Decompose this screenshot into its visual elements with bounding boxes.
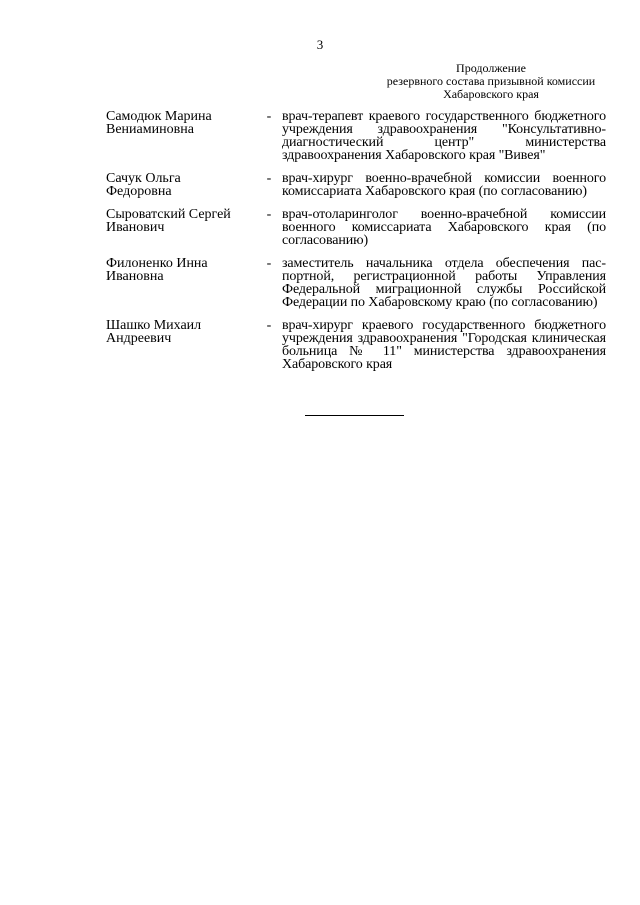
member-separator: - [266, 256, 272, 271]
member-separator: - [266, 109, 272, 124]
member-patronymic: Федоровна [106, 184, 172, 199]
member-surname-first-name: Шашко Михаил [106, 318, 202, 333]
member-role: заместитель начальника отдела обеспечения паспортной, регистрационной работы Управления Федеральной миграционной службы Российской Федерации по Хабаровскому краю (по согласованию) [282, 256, 606, 310]
continuation-subject: резервного состава призывной комиссии [386, 74, 596, 88]
member-list [106, 110, 606, 381]
member-separator: - [266, 318, 272, 333]
member-surname-first-name: Самодюк Марина [106, 109, 212, 124]
member-entry [106, 208, 606, 247]
member-patronymic: Ивановна [106, 269, 164, 284]
closing-rule [305, 415, 404, 416]
member-role: врач-отоларинголог военно-врачебной комиссии военного комиссариата Хабаровского края (по согласованию) [282, 207, 606, 248]
member-name [106, 172, 256, 198]
continuation-label: Продолжение [456, 61, 526, 75]
member-name [106, 110, 256, 136]
member-separator: - [266, 207, 272, 222]
member-entry [106, 257, 606, 309]
member-patronymic: Иванович [106, 220, 165, 235]
member-entry [106, 319, 606, 371]
member-role: врач-хирург военно-врачебной комиссии военного комиссариата Хабаровского края (по согласованию) [282, 171, 606, 199]
member-surname-first-name: Филоненко Инна [106, 256, 208, 271]
continuation-header [360, 62, 622, 101]
member-entry [106, 110, 606, 162]
member-separator: - [266, 171, 272, 186]
member-patronymic: Андреевич [106, 331, 172, 346]
member-entry [106, 172, 606, 198]
continuation-region: Хабаровского края [443, 87, 539, 101]
member-patronymic: Вениаминовна [106, 122, 194, 137]
member-name [106, 319, 256, 345]
member-surname-first-name: Сачук Ольга [106, 171, 181, 186]
member-surname-first-name: Сыроватский Сергей [106, 207, 231, 222]
member-role: врач-терапевт краевого государственного бюджетного учреждения здравоохранения "Консультативно-диагностический центр" министерства здравоохранения Хабаровского края "Вивея" [282, 109, 606, 163]
member-role: врач-хирург краевого государственного бюджетного учреждения здравоохранения "Городская клиническая больница № 11" министерства здравоохранения Хабаровского края [282, 318, 606, 372]
member-name [106, 257, 256, 283]
member-name [106, 208, 256, 234]
page-number: 3 [316, 37, 324, 52]
